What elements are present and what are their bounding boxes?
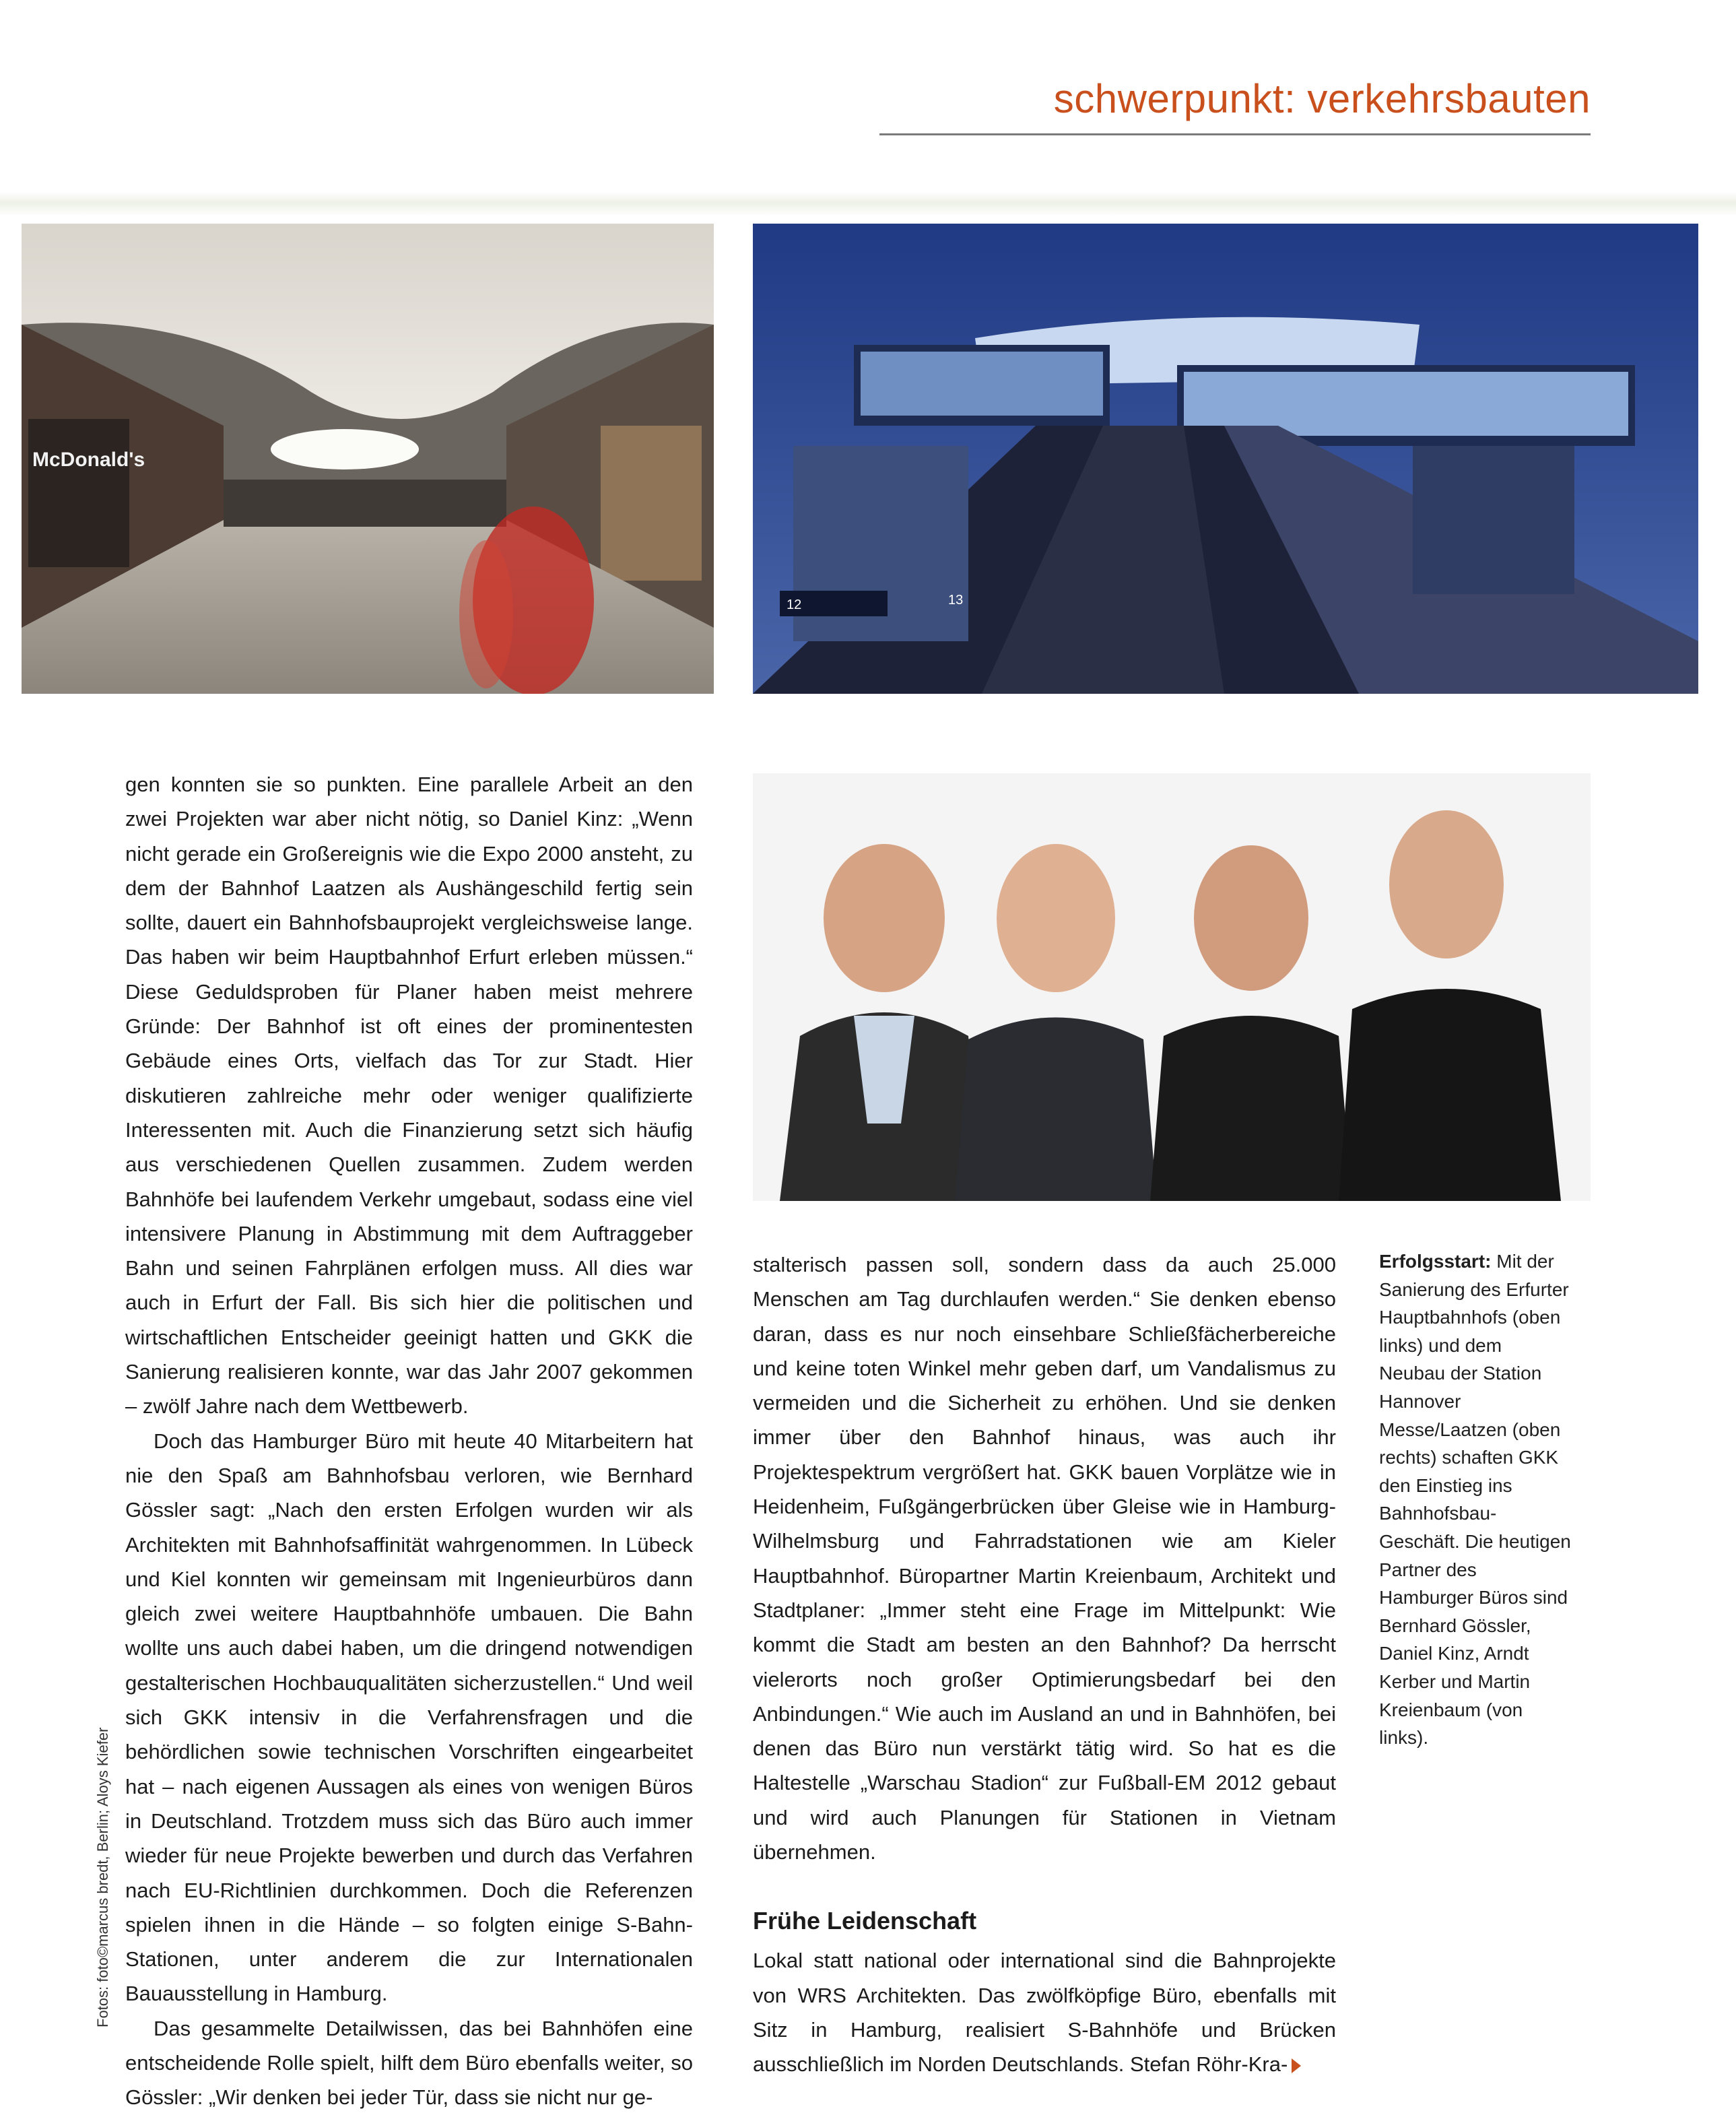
section-rule (879, 133, 1591, 135)
section-title: schwerpunkt: verkehrsbauten (1053, 76, 1591, 121)
continue-arrow-icon (1292, 2058, 1301, 2073)
paragraph (753, 1943, 1336, 2081)
platform-left: 12 (787, 597, 802, 612)
text-column-left (125, 767, 693, 2115)
paragraph: Das gesammelte Detailwissen, das bei Bahnhöfen eine entscheidende Rolle spielt, hilft dem Büro ebenfalls weiter, so Gössler: „Wir denken bei jeder Tür, dass sie nicht nur ge- (125, 2016, 693, 2110)
caption-lead: Erfolgsstart: (1379, 1251, 1492, 1272)
photo-caption (1379, 1247, 1572, 1752)
paragraph: gen konnten sie so punkten. Eine parallele Arbeit an den zwei Projekten war aber nicht nötig, so Daniel Kinz: „Wenn nicht gerade ein Großereignis wie die Expo 2000 ansteht, zu dem der Bahnhof Laatzen als Aushängeschild fertig sein sollte, dauert ein Bahnhofsbauprojekt vergleichsweise lange. Das haben wir beim Hauptbahnhof Erfurt erleben müssen.“ Diese Geduldsproben für Planer haben meist mehrere Gründe: Der Bahnhof ist oft eines der prominentesten Gebäude eines Orts, vielfach das Tor zur Stadt. Hier diskutieren zahlreiche mehr oder weniger qualifizierte Interessenten mit. Auch die Finanzierung setzt sich häufig aus verschiedenen Quellen zusammen. Zudem werden Bahnhöfe bei laufendem Verkehr umgebaut, sodass eine viel intensivere Planung in Abstimmung mit dem Auftraggeber Bahn und seinen Fahrplänen erfolgen muss. All dies war auch in Erfurt der Fall. Bis sich hier die politischen und wirtschaftlichen Entscheider geeinigt hatten und GKK die Sanierung realisieren konnte, war das Jahr 2007 gekommen – zwölf Jahre nach dem Wettbewerb. (125, 773, 693, 1419)
paragraph-text: Lokal statt national oder international sind die Bahnprojekte von WRS Architekten. Das zwölfköpfige Büro, ebenfalls mit Sitz in Hamburg, realisiert S-Bahnhöfe und Brücken ausschließlich im Norden Deutschlands. Stefan Röhr-Kra- (753, 1949, 1336, 2077)
platform-right: 13 (948, 593, 964, 608)
photo-station (753, 224, 1698, 694)
concourse-image (22, 224, 714, 694)
text-column-right (753, 1247, 1336, 2082)
photo-concourse (22, 224, 714, 694)
paragraph: Doch das Hamburger Büro mit heute 40 Mitarbeitern hat nie den Spaß am Bahnhofsbau verloren, wie Bernhard Gössler sagt: „Nach den ersten Erfolgen wurden wir als Architekten mit Bahnhofsaffinität wahrgenommen. In Lübeck und Kiel konnten wir gemeinsam mit Ingenieurbüros dann gleich zwei weitere Hauptbahnhöfe umbauen. Die Bahn wollte uns auch dabei haben, um die dringend notwendigen gestalterischen Hochbauqualitäten sicherzustellen.“ Und weil sich GKK intensiv in die Verfahrensfragen und die behördlichen sowie technischen Vorschriften eingearbeitet hat – nach eigenen Aussagen als eines von wenigen Büros in Deutschland. Trotzdem muss sich das Büro auch immer wieder für neue Projekte bewerben und durch das Verfahren nach EU-Richtlinien durchkommen. Doch die Referenzen spielen ihnen in die Hände – so folgten einige S-Bahn-Stationen, unter anderem die zur Internationalen Bauausstellung in Hamburg. (125, 1429, 693, 2006)
subheading: Frühe Leidenschaft (753, 1907, 977, 1935)
concourse-sign: McDonald's (32, 449, 145, 471)
partners-image (753, 773, 1591, 1201)
photo-partners (753, 773, 1591, 1201)
photo-credit: Fotos: foto©marcus bredt, Berlin; Aloys Kiefer (94, 1727, 111, 2027)
header-band (0, 192, 1736, 216)
paragraph: stalterisch passen soll, sondern dass da auch 25.000 Menschen am Tag durchlaufen werden.“ Sie denken ebenso daran, dass es nur noch einsehbare Schließfächerbereiche und keine toten Winkel mehr geben darf, um Vandalismus zu vermeiden und die Sicherheit zu erhöhen. Und sie denken immer über den Bahnhof hinaus, was auch ihr Projektespektrum vergrößert hat. GKK bauen Vorplätze wie in Heidenheim, Fußgängerbrücken über Gleise wie in Hamburg-Wilhelmsburg und Fahrradstationen wie am Kieler Hauptbahnhof. Büropartner Martin Kreienbaum, Architekt und Stadtplaner: „Immer steht eine Frage im Mittelpunkt: Wie kommt die Stadt am besten an den Bahnhof? Da herrscht vielerorts noch großer Optimierungsbedarf bei den Anbindungen.“ Wie auch im Ausland an und in Bahnhöfen, bei denen das Büro nun verstärkt tätig wird. So hat es die Haltestelle „Warschau Stadion“ zur Fußball-EM 2012 gebaut und wird auch Planungen für Stationen in Vietnam übernehmen. (753, 1253, 1336, 1864)
caption-text: Mit der Sanierung des Erfurter Hauptbahnhofs (oben links) und dem Neubau der Station Hannover Messe/Laatzen (oben rechts) schaften GKK den Einstieg ins Bahnhofsbau-Geschäft. Die heutigen Partner des Hamburger Büros sind Bernhard Gössler, Daniel Kinz, Arndt Kerber und Martin Kreienbaum (von links). (1379, 1251, 1571, 1749)
station-image (753, 224, 1698, 694)
spacer (753, 1869, 1336, 1899)
